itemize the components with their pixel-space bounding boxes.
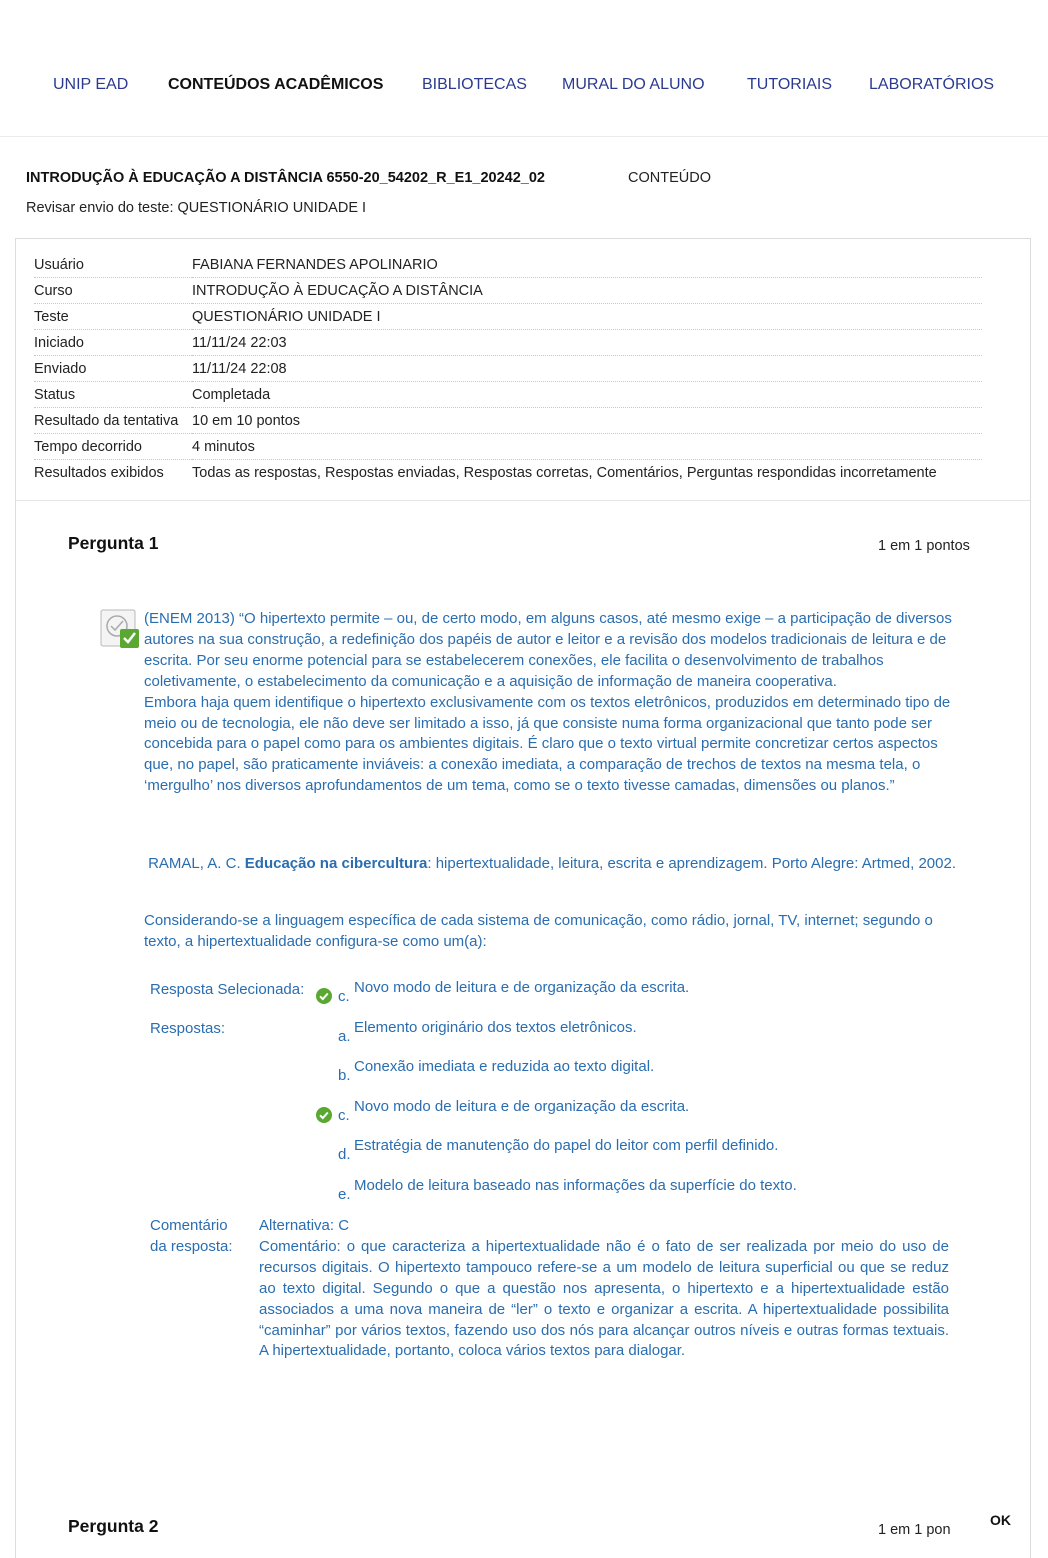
info-row <box>34 330 982 356</box>
info-label: Curso <box>34 278 192 304</box>
info-value: 10 em 10 pontos <box>192 408 982 434</box>
answer-text: Elemento originário dos textos eletrônicos. <box>354 1019 637 1036</box>
ref-author: RAMAL, A. C. <box>148 855 241 872</box>
question-2-points: 1 em 1 pon <box>878 1522 951 1538</box>
content-link[interactable]: CONTEÚDO <box>628 170 711 186</box>
nav-unip-ead[interactable]: UNIP EAD <box>53 76 129 93</box>
info-label: Resultado da tentativa <box>34 408 192 434</box>
answer-option-d <box>316 1137 936 1167</box>
info-label: Status <box>34 382 192 408</box>
info-value: INTRODUÇÃO À EDUCAÇÃO A DISTÂNCIA <box>192 278 982 304</box>
answer-text: Novo modo de leitura e de organização da escrita. <box>354 1098 690 1115</box>
info-value: Todas as respostas, Respostas enviadas, Respostas corretas, Comentários, Perguntas respondidas incorretamente <box>192 464 937 481</box>
review-panel <box>15 238 1031 1558</box>
info-label: Tempo decorrido <box>34 434 192 460</box>
info-value: 11/11/24 22:08 <box>192 356 982 382</box>
info-row <box>34 460 982 486</box>
info-label: Iniciado <box>34 330 192 356</box>
answer-option-c <box>316 1098 936 1128</box>
info-row <box>34 382 982 408</box>
selected-answer-label: Resposta Selecionada: <box>150 981 305 998</box>
info-row <box>34 434 982 460</box>
answer-option-e <box>316 1177 936 1207</box>
answer-text: Novo modo de leitura e de organização da escrita. <box>354 979 690 996</box>
info-row <box>34 356 982 382</box>
answer-text: Conexão imediata e reduzida ao texto digital. <box>354 1058 655 1075</box>
question-2-title: Pergunta 2 <box>68 1516 159 1536</box>
info-value: FABIANA FERNANDES APOLINARIO <box>192 252 982 278</box>
divider <box>16 500 1030 501</box>
nav-laboratorios[interactable]: LABORATÓRIOS <box>869 76 995 93</box>
answers-label: Respostas: <box>150 1020 226 1037</box>
comment-label-line: Comentário <box>150 1217 228 1234</box>
info-value: Completada <box>192 382 982 408</box>
info-row <box>34 304 982 330</box>
question-1-title: Pergunta 1 <box>68 533 159 553</box>
check-circle-icon <box>316 988 332 1004</box>
info-value: 4 minutos <box>192 434 982 460</box>
question-1-text <box>144 609 956 797</box>
info-label: Teste <box>34 304 192 330</box>
selected-answer <box>316 979 936 1009</box>
answer-option-b <box>316 1058 936 1088</box>
comment-label <box>150 1216 233 1258</box>
info-row <box>34 252 982 278</box>
nav-bibliotecas[interactable]: BIBLIOTECAS <box>422 76 527 93</box>
answer-letter: c. <box>338 988 350 1005</box>
attempt-info-table <box>34 252 982 485</box>
answer-letter: e. <box>338 1186 351 1203</box>
correct-check-icon <box>100 609 140 649</box>
top-navigation <box>0 0 1048 137</box>
info-value: QUESTIONÁRIO UNIDADE I <box>192 304 982 330</box>
course-title: INTRODUÇÃO À EDUCAÇÃO A DISTÂNCIA 6550-20_54202_R_E1_20242_02 <box>26 170 545 186</box>
info-label: Usuário <box>34 252 192 278</box>
question-paragraph: (ENEM 2013) “O hipertexto permite – ou, de certo modo, em alguns casos, até mesmo exige – a participação de diversos autores na sua construção, a redefinição dos papéis de autor e leitor e a revisão dos modelos tradicionais de leitura e de escrita. Por seu enorme potencial para se estabelecerem conexões, ele facilita o desenvolvimento de trabalhos coletivamente, o estabelecimento da comunicação e a aquisição de informação de maneira cooperativa. <box>144 610 952 690</box>
ref-rest: : hipertextualidade, leitura, escrita e aprendizagem. Porto Alegre: Artmed, 2002. <box>427 855 956 872</box>
info-row <box>34 278 982 304</box>
comment-text <box>259 1216 949 1362</box>
question-paragraph: Embora haja quem identifique o hipertexto exclusivamente com os textos eletrônicos, produzidos em determinado tipo de meio ou de tecnologia, ele não deve ser limitado a isso, já que consiste numa forma organizacional que tanto pode ser concebida para o papel como para os ambientes digitais. É claro que o texto virtual permite concretizar certos aspectos que, no papel, são praticamente inviáveis: a conexão imediata, a comparação de trechos de textos na mesma tela, o ‘mergulho’ nos diversos aprofundamentos de um tema, como se o texto tivesse camadas, dimensões ou planos.” <box>144 693 951 795</box>
info-row <box>34 408 982 434</box>
answer-text: Modelo de leitura baseado nas informações da superfície do texto. <box>354 1177 797 1194</box>
answer-letter: d. <box>338 1146 351 1163</box>
nav-tutoriais[interactable]: TUTORIAIS <box>747 76 833 93</box>
answer-text: Estratégia de manutenção do papel do leitor com perfil definido. <box>354 1137 779 1154</box>
nav-conteudos-academicos[interactable]: CONTEÚDOS ACADÊMICOS <box>168 76 384 93</box>
answer-option-a <box>316 1019 936 1049</box>
comment-label-line: da resposta: <box>150 1237 233 1255</box>
ref-title: Educação na cibercultura <box>244 855 428 872</box>
answer-letter: a. <box>338 1028 351 1045</box>
question-reference <box>144 854 956 875</box>
breadcrumb: Revisar envio do teste: QUESTIONÁRIO UNIDADE I <box>26 200 367 216</box>
info-value: 11/11/24 22:03 <box>192 330 982 356</box>
info-label: Enviado <box>34 356 192 382</box>
answer-letter: c. <box>338 1107 350 1124</box>
info-label: Resultados exibidos <box>34 464 164 481</box>
answer-letter: b. <box>338 1067 351 1084</box>
comment-body: Comentário: o que caracteriza a hipertextualidade não é o fato de ser realizada por meio do uso de recursos digitais. O hipertexto tampouco refere-se a um modelo de leitura superficial ou que se reduz ao texto digital. Segundo o que a questão nos apresenta, o hipertexto e a hipertextualidade estão associados a uma nova maneira de “ler” o texto e organizar a escrita. A hipertextualidade possibilita “caminhar” por vários textos, fazendo uso dos nós para alcançar outros níveis e outras formas textuais. A hipertextualidade, portanto, coloca vários textos para dialogar. <box>259 1237 949 1360</box>
check-circle-icon <box>316 1107 332 1123</box>
ok-button[interactable]: OK <box>990 1512 1011 1528</box>
question-1-points: 1 em 1 pontos <box>878 538 970 554</box>
nav-mural-do-aluno[interactable]: MURAL DO ALUNO <box>562 76 705 93</box>
comment-alternative: Alternativa: C <box>259 1217 350 1234</box>
question-prompt: Considerando-se a linguagem específica de cada sistema de comunicação, como rádio, jornal, TV, internet; segundo o texto, a hipertextualidade configura-se como um(a): <box>144 912 933 950</box>
